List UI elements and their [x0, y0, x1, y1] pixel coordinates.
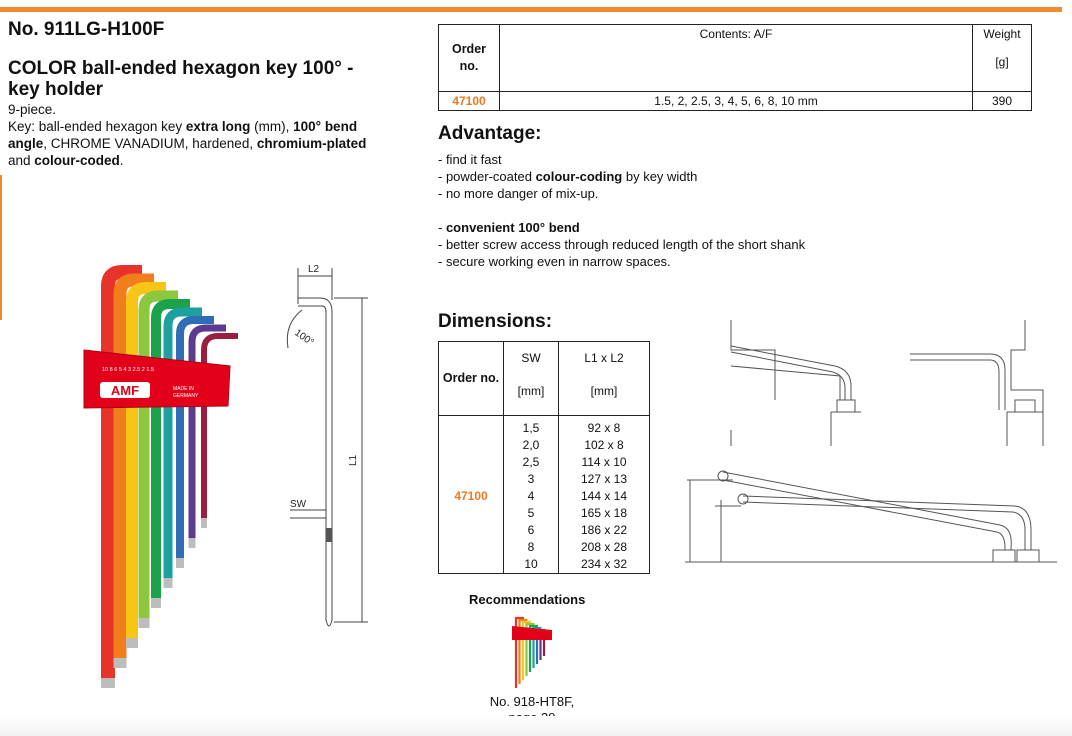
sw-value: 3	[527, 472, 535, 486]
label-sw: SW	[290, 499, 307, 510]
advantage-item	[438, 219, 878, 236]
description-segment: colour-coded	[34, 153, 120, 168]
dimensions-table	[438, 341, 650, 574]
order-table-header-order: Order no.	[439, 25, 500, 92]
advantage-text: convenient 100° bend	[445, 220, 580, 235]
sw-unit: [mm]	[517, 384, 545, 398]
sw-value: 6	[527, 523, 535, 537]
description-segment: chromium-plated	[256, 136, 367, 151]
label-l2: L2	[308, 264, 320, 275]
l1xl2-value: 92 x 8	[587, 421, 621, 435]
product-number: No. 911LG-H100F	[8, 19, 165, 40]
advantage-text: - no more danger of mix-up.	[438, 186, 599, 201]
weight-value: 390	[973, 92, 1032, 111]
key-ball-tip	[201, 518, 207, 528]
key-ball-tip	[114, 658, 127, 668]
l-label: L1 x L2	[584, 351, 624, 365]
order-number: 47100	[439, 92, 500, 111]
sw-values	[504, 416, 559, 574]
advantage-item	[438, 253, 878, 270]
l1xl2-value: 165 x 18	[580, 506, 628, 520]
key-ball-tip	[139, 618, 150, 628]
left-accent-stripe	[0, 175, 2, 320]
key-ball-tip	[164, 578, 173, 588]
made-in-text-2: GERMANY	[173, 393, 199, 399]
weight-unit: [g]	[995, 55, 1009, 69]
page-bottom-fade	[0, 716, 1072, 736]
product-title: COLOR ball-ended hexagon key 100° - key holder	[8, 58, 354, 100]
l1xl2-values	[559, 416, 650, 574]
sw-value: 8	[527, 540, 535, 554]
order-table-header-weight	[973, 25, 1032, 92]
description-body	[8, 118, 388, 169]
description-segment: Key: ball-ended hexagon key	[8, 119, 186, 134]
description-segment: .	[119, 153, 124, 168]
description-segment: (mm),	[250, 119, 294, 134]
contents-value: 1.5, 2, 2.5, 3, 4, 5, 6, 8, 10 mm	[500, 92, 973, 111]
label-l1: L1	[348, 454, 359, 466]
sw-value: 5	[527, 506, 535, 520]
advantage-text: by key width	[622, 169, 698, 184]
advantage-list	[438, 151, 878, 270]
sw-label: SW	[521, 351, 541, 365]
advantage-text: colour-coding	[535, 169, 623, 184]
description-segment: and	[8, 153, 35, 168]
l1xl2-value: 186 x 22	[580, 523, 628, 537]
holder-size-labels: 10 8 6 5 4 3 2.5 2 1.5	[102, 367, 154, 373]
sw-value: 4	[527, 489, 535, 503]
order-table-header-contents: Contents: A/F	[500, 25, 973, 92]
hex-key	[156, 304, 190, 598]
sw-value: 1,5	[522, 421, 540, 435]
dim-header-sw	[504, 342, 559, 416]
hex-key	[168, 312, 202, 578]
weight-label: Weight	[983, 27, 1021, 41]
key-ball-tip	[189, 538, 196, 548]
l1xl2-value: 208 x 28	[580, 540, 628, 554]
advantage-item	[438, 185, 878, 202]
dim-header-order: Order no.	[439, 342, 504, 416]
l1xl2-value: 102 x 8	[584, 438, 624, 452]
advantage-heading: Advantage:	[438, 123, 542, 144]
order-table-row	[439, 92, 1032, 111]
advantage-text: - powder-coated	[438, 169, 536, 184]
sw-value: 10	[524, 557, 538, 571]
description-segment: , CHROME VANADIUM, hardened,	[43, 136, 257, 151]
pieces-text: 9-piece.	[8, 102, 57, 117]
key-ball-tip	[151, 598, 161, 608]
sw-value: 2,5	[522, 455, 540, 469]
advantage-text: - better screw access through reduced length of the short shank	[438, 237, 806, 252]
dimensions-heading: Dimensions:	[438, 311, 553, 332]
description-segment: 100° bend angle	[8, 119, 358, 151]
hex-section-mark	[326, 528, 332, 542]
l1xl2-value: 114 x 10	[581, 455, 627, 469]
sw-value: 2,0	[522, 438, 540, 452]
advantage-text: -	[438, 220, 446, 235]
recommendation-product: No. 918-HT8F,	[489, 694, 575, 709]
advantage-text: - find it fast	[438, 152, 502, 167]
description-segment: extra long	[185, 119, 251, 134]
recommendation-thumbnail[interactable]	[510, 612, 554, 692]
top-accent-bar	[0, 7, 1062, 12]
l1xl2-value: 234 x 32	[580, 557, 628, 571]
l-unit: [mm]	[590, 384, 618, 398]
order-table	[438, 24, 1032, 111]
key-ball-tip	[126, 638, 138, 648]
advantage-item	[438, 151, 878, 168]
l1xl2-value: 144 x 14	[580, 489, 628, 503]
dim-header-l	[559, 342, 650, 416]
product-photo	[78, 258, 248, 698]
key-ball-tip	[176, 558, 184, 568]
hex-key	[192, 328, 226, 538]
made-in-text-1: MADE IN	[173, 386, 194, 392]
key-ball-tip	[101, 678, 115, 688]
brand-logo-text: AMF	[110, 383, 140, 398]
label-angle: 100°	[292, 327, 316, 349]
hex-key-set	[101, 272, 238, 688]
advantage-text: - secure working even in narrow spaces.	[438, 254, 671, 269]
l1xl2-value: 127 x 13	[580, 472, 628, 486]
usage-illustration	[685, 320, 1060, 570]
key-outline	[298, 298, 332, 620]
recommendations-title: Recommendations	[469, 592, 586, 607]
product-description	[8, 101, 388, 169]
advantage-item	[438, 168, 878, 185]
key-holder	[84, 350, 230, 408]
key-technical-drawing	[270, 260, 380, 640]
dimensions-row	[439, 416, 650, 574]
dim-order-number: 47100	[439, 416, 504, 574]
hex-key	[180, 320, 214, 558]
advantage-item	[438, 236, 878, 253]
